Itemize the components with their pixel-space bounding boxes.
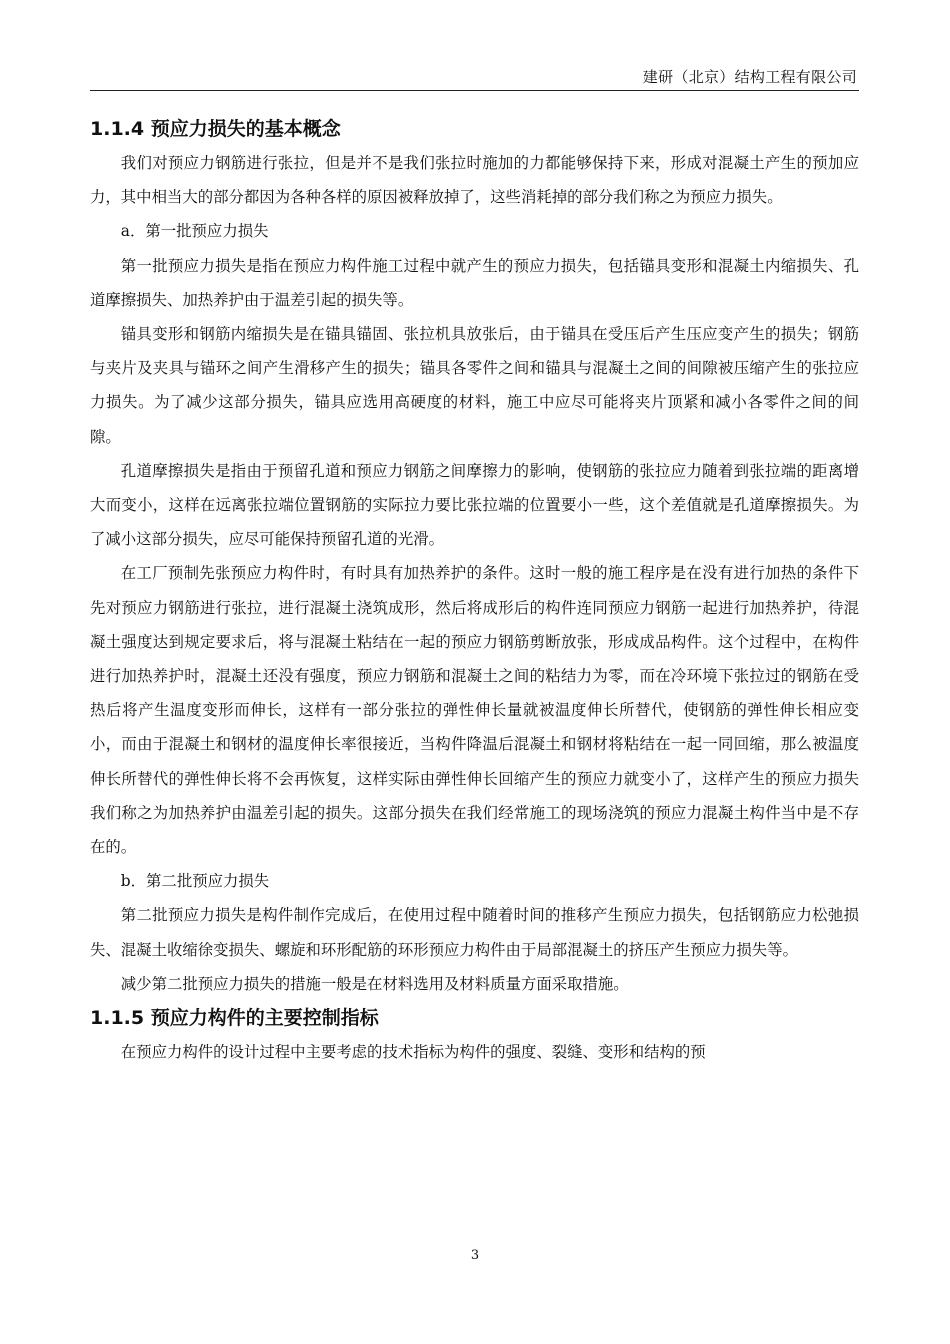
paragraph-second-batch-measures: 减少第二批预应力损失的措施一般是在材料选用及材料质量方面采取措施。 (120, 974, 629, 993)
document-body (90, 112, 859, 1069)
subheading-first-batch-loss: a．第一批预应力损失 (120, 222, 269, 241)
paragraph-control-indicators: 在预应力构件的设计过程中主要考虑的技术指标为构件的强度、裂缝、变形和结构的预 (120, 1043, 706, 1062)
paragraph-anchor-deformation-loss: 锚具变形和钢筋内缩损失是在锚具锚固、张拉机具放张后，由于锚具在受压后产生压应变产生的损失；钢筋与夹片及夹具与锚环之间产生滑移产生的损失；锚具各零件之间和锚具与混凝土之间的间隙被压缩产生的张拉应力损失。为了减少这部分损失，锚具应选用高硬度的材料，施工中应尽可能将夹片顶紧和减小各零件之间的间隙。 (90, 325, 859, 446)
paragraph-heat-curing-loss: 在工厂预制先张预应力构件时，有时具有加热养护的条件。这时一般的施工程序是在没有进行加热的条件下先对预应力钢筋进行张拉，进行混凝土浇筑成形，然后将成形后的构件连同预应力钢筋一起进行加热养护，待混凝土强度达到规定要求后，将与混凝土粘结在一起的预应力钢筋剪断放张，形成成品构件。这个过程中，在构件进行加热养护时，混凝土还没有强度，预应力钢筋和混凝土之间的粘结力为零，而在冷环境下张拉过的钢筋在受热后将产生温度变形而伸长，这样有一部分张拉的弹性伸长量就被温度伸长所替代，使钢筋的弹性伸长相应变小，而由于混凝土和钢材的温度伸长率很接近，当构件降温后混凝土和钢材将粘结在一起一同回缩，那么被温度伸长所替代的弹性伸长将不会再恢复，这样实际由弹性伸长回缩产生的预应力就变小了，这样产生的预应力损失我们称之为加热养护由温差引起的损失。这部分损失在我们经常施工的现场浇筑的预应力混凝土构件当中是不存在的。 (90, 564, 859, 857)
page-number: 3 (470, 1248, 480, 1263)
paragraph-intro: 我们对预应力钢筋进行张拉，但是并不是我们张拉时施加的力都能够保持下来，形成对混凝土产生的预加应力，其中相当大的部分都因为各种各样的原因被释放掉了，这些消耗掉的部分我们称之为预应力损失。 (90, 154, 859, 207)
paragraph-duct-friction-loss: 孔道摩擦损失是指由于预留孔道和预应力钢筋之间摩擦力的影响，使钢筋的张拉应力随着到张拉端的距离增大而变小，这样在远离张拉端位置钢筋的实际拉力要比张拉端的位置要小一些，这个差值就是孔道摩擦损失。为了减小这部分损失，应尽可能保持预留孔道的光滑。 (90, 461, 859, 549)
page-header (90, 64, 859, 91)
paragraph-second-batch-definition: 第二批预应力损失是构件制作完成后，在使用过程中随着时间的推移产生预应力损失，包括钢筋应力松弛损失、混凝土收缩徐变损失、螺旋和环形配筋的环形预应力构件由于局部混凝土的挤压产生预应力损失等。 (90, 906, 859, 959)
subheading-second-batch-loss: b．第二批预应力损失 (120, 872, 270, 891)
header-company-name: 建研（北京）结构工程有限公司 (642, 68, 857, 86)
section-heading-1-1-4: 1.1.4 预应力损失的基本概念 (90, 118, 341, 140)
paragraph-first-batch-definition: 第一批预应力损失是指在预应力构件施工过程中就产生的预应力损失，包括锚具变形和混凝土内缩损失、孔道摩擦损失、加热养护由于温差引起的损失等。 (90, 256, 859, 309)
section-heading-1-1-5: 1.1.5 预应力构件的主要控制指标 (90, 1007, 379, 1030)
